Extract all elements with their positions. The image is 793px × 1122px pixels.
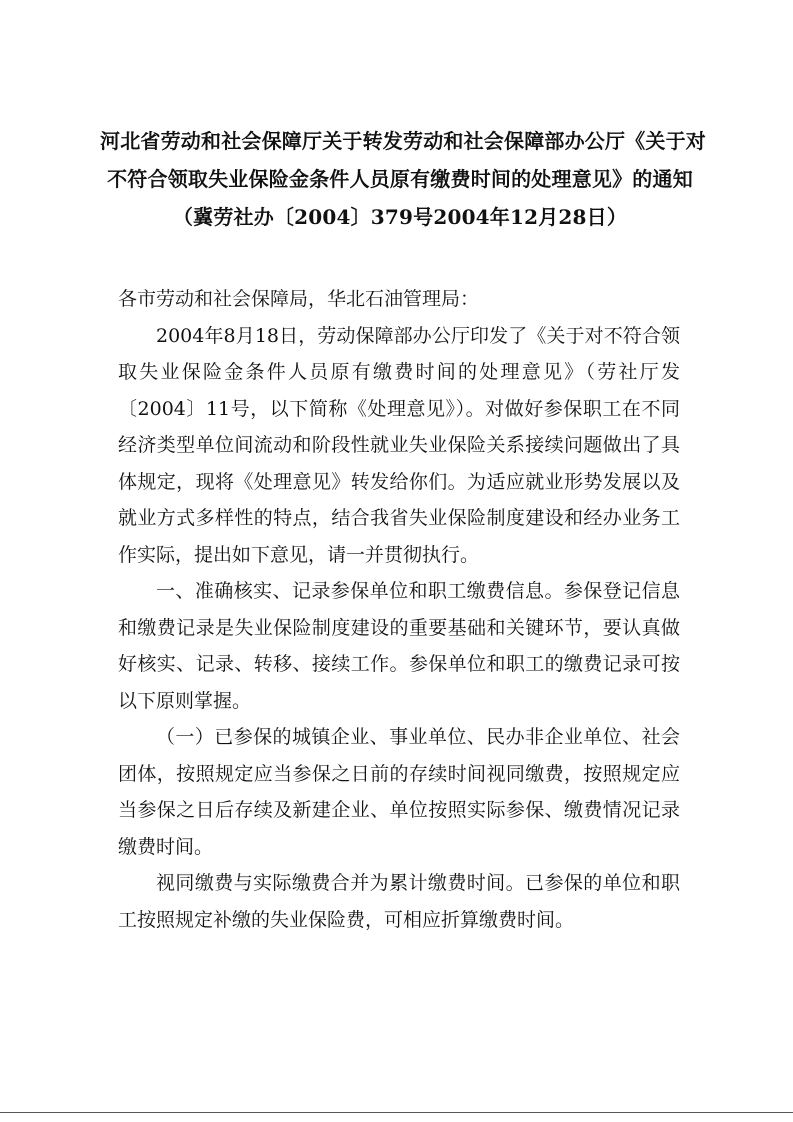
title-line-2: 不符合领取失业保险金条件人员原有缴费时间的处理意见》的通知 (107, 167, 693, 191)
title-line-3: （冀劳社办〔2004〕379号2004年12月28日） (172, 205, 628, 229)
paragraph-2: 一、准确核实、记录参保单位和职工缴费信息。参保登记信息和缴费记录是失业保险制度建设的重要基础和关键环节，要认真做好核实、记录、转移、接续工作。参保单位和职工的缴费记录可按以下原则掌握。 (118, 580, 680, 712)
paragraph-3: （一）已参保的城镇企业、事业单位、民办非企业单位、社会团体，按照规定应当参保之日前的存续时间视同缴费，按照规定应当参保之日后存续及新建企业、单位按照实际参保、缴费情况记录缴费时间。 (118, 726, 680, 858)
paragraph-4: 视同缴费与实际缴费合并为累计缴费时间。已参保的单位和职工按照规定补缴的失业保险费，可相应折算缴费时间。 (118, 872, 680, 931)
page-bottom-divider (0, 1112, 793, 1113)
paragraph-1: 2004年8月18日，劳动保障部办公厅印发了《关于对不符合领取失业保险金条件人员原有缴费时间的处理意见》（劳社厅发〔2004〕11号，以下简称《处理意见》）。对做好参保职工在不同经济类型单位间流动和阶段性就业失业保险关系接续问题做出了具体规定，现将《处理意见》转发给你们。为适应就业形势发展以及就业方式多样性的特点，结合我省失业保险制度建设和经办业务工作实际，提出如下意见，请一并贯彻执行。 (118, 324, 680, 566)
document-title (100, 122, 706, 236)
title-line-1: 河北省劳动和社会保障厅关于转发劳动和社会保障部办公厅《关于对 (100, 129, 706, 153)
salutation: 各市劳动和社会保障局，华北石油管理局： (118, 288, 480, 310)
document-body (118, 281, 680, 938)
